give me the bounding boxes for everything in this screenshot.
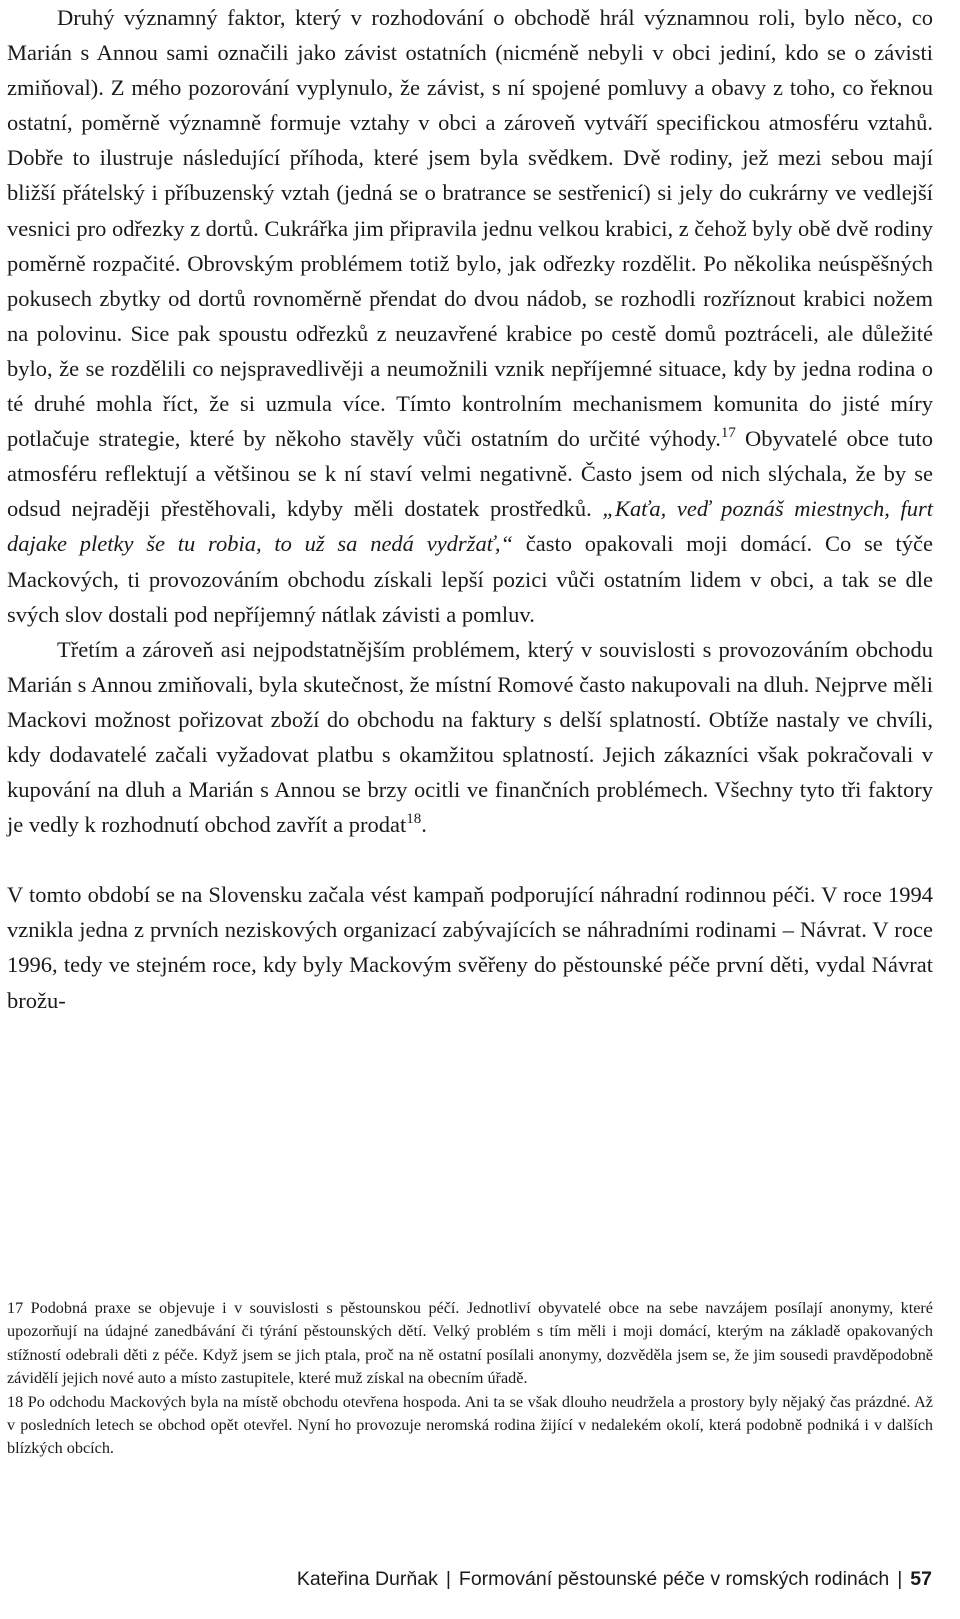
paragraph-text: V tomto období se na Slovensku začala vést kampaň podporující náhradní rodinnou péči. V roce 1994 vznikla jedna z prvních neziskových organizací zabývajících se náhradními rodinami – Návrat. V roce 1996, tedy ve stejném roce, kdy byly Mackovým svěřeny do pěstounské péče první děti, vydal Návrat brožu-	[7, 882, 933, 1013]
paragraph-text: Obyvatelé obce tuto atmosféru reflektují a většinou se k ní staví velmi negativně. Často jsem od nich slýchala, že by se odsud nejraději přestěhovali, kdyby měli dostatek prostředků.	[7, 426, 934, 522]
footnote-reference-18[interactable]: 18	[406, 811, 422, 828]
dialect-quote: „Kaťa, veď poznáš miestnych, furt dajake pletky še tu robia, to už sa nedá vydržať,“	[7, 496, 933, 557]
footnote-reference-17[interactable]: 17	[720, 425, 736, 442]
page-number: 57	[910, 1568, 932, 1590]
footnote-18: 18 Po odchodu Mackových byla na místě obchodu otevřena hospoda. Ani ta se však dlouho neudržela a prostory byly nějaký čas prázdné. Až v posledních letech se obchod opět otevřel. Nyní ho provozuje neromská rodina žijící v nedalekém okolí, která podobně podniká i v dalších blízkých obcích.	[7, 1392, 933, 1458]
main-text	[7, 0, 933, 1018]
paragraph-campaign	[7, 877, 933, 1017]
paragraph-text: Třetím a zároveň asi nejpodstatnějším problémem, který v souvislosti s provozováním obchodu Marián s Annou zmiňovali, byla skutečnost, že místní Romové často nakupovali na dluh. Nejprve měli Mackovi možnost pořizovat zboží do obchodu na faktury s delší splatností. Obtíže nastaly ve chvíli, kdy dodavatelé začali vyžadovat platbu s okamžitou splatností. Jejich zákazníci však pokračovali v kupování na dluh a Marián s Annou se brzy ocitli ve finančních problémech. Všechny tyto tři faktory je vedly k rozhodnutí obchod zavřít a prodat	[7, 636, 933, 838]
footer-author: Kateřina Durňak	[296, 1568, 438, 1590]
paragraph-debt	[7, 632, 933, 843]
paragraph-text: Druhý významný faktor, který v rozhodování o obchodě hrál významnou roli, bylo něco, co Marián s Annou sami označili jako závist ostatních (nicméně nebyli v obci jediní, kdo se o závisti zmiňoval). Z mého pozorování vyplynulo, že závist, s ní spojené pomluvy a obavy z toho, co řeknou ostatní, poměrně významně formuje vztahy v obci a zároveň vytváří specifickou atmosféru vztahů. Dobře to ilustruje následující příhoda, které jsem byla svědkem. Dvě rodiny, jež mezi sebou mají bližší přátelský i příbuzenský vztah (jedná se o bratrance se sestřenicí) si jely do cukrárny ve vedlejší vesnici pro odřezky z dortů. Cukrářka jim připravila jednu velkou krabici, z čehož byly obě dvě rodiny poměrně rozpačité. Obrovským problémem totiž bylo, jak odřezky rozdělit. Po několika neúspěšných pokusech zbytky od dortů rovnoměrně přendat do dvou nádob, se rozhodli rozříznout krabici nožem na polovinu. Sice pak spoustu odřezků z neuzavřené krabice po cestě domů poztráceli, ale důležité bylo, že se rozdělili co nejspravedlivěji a neumožnili vznik nepříjemné situace, kdy by jedna rodina o té druhé mohla říct, že si uzmula více. Tímto kontrolním mechanismem komunita do jisté míry potlačuje strategie, které by někoho stavěly vůči ostatním do určité výhody.	[7, 5, 933, 452]
footer-separator: |	[445, 1568, 451, 1590]
paragraph-text: často opakovali moji domácí. Co se týče Mackových, ti provozováním obchodu získali lepší pozici vůči ostatním lidem v obci, a tak se dle svých slov dostali pod nepříjemný nátlak závisti a pomluv.	[7, 531, 933, 627]
footnotes	[7, 1297, 933, 1461]
footer-separator: |	[897, 1568, 903, 1590]
paragraph-envy	[7, 0, 933, 632]
footnote-17: 17 Podobná praxe se objevuje i v souvislosti s pěstounskou péčí. Jednotliví obyvatelé obce na sebe navzájem posílají anonymy, které upozorňují na údajné zanedbávání či týrání pěstounských dětí. Velký problém s tím měli i moji domácí, kterým na základě opakovaných stížností odebrali děti z péče. Když jsem se jich ptala, proč na ně ostatní posílali anonymy, dozvěděla jsem se, že jim sousedi pravděpodobně závidělí jejich nové auto a místo zastupitele, které muž získal na obecním úřadě.	[7, 1299, 933, 1388]
footer-book-title: Formování pěstounské péče v romských rodinách	[458, 1568, 890, 1590]
paragraph-text: .	[421, 812, 427, 838]
page-footer	[297, 1568, 932, 1591]
